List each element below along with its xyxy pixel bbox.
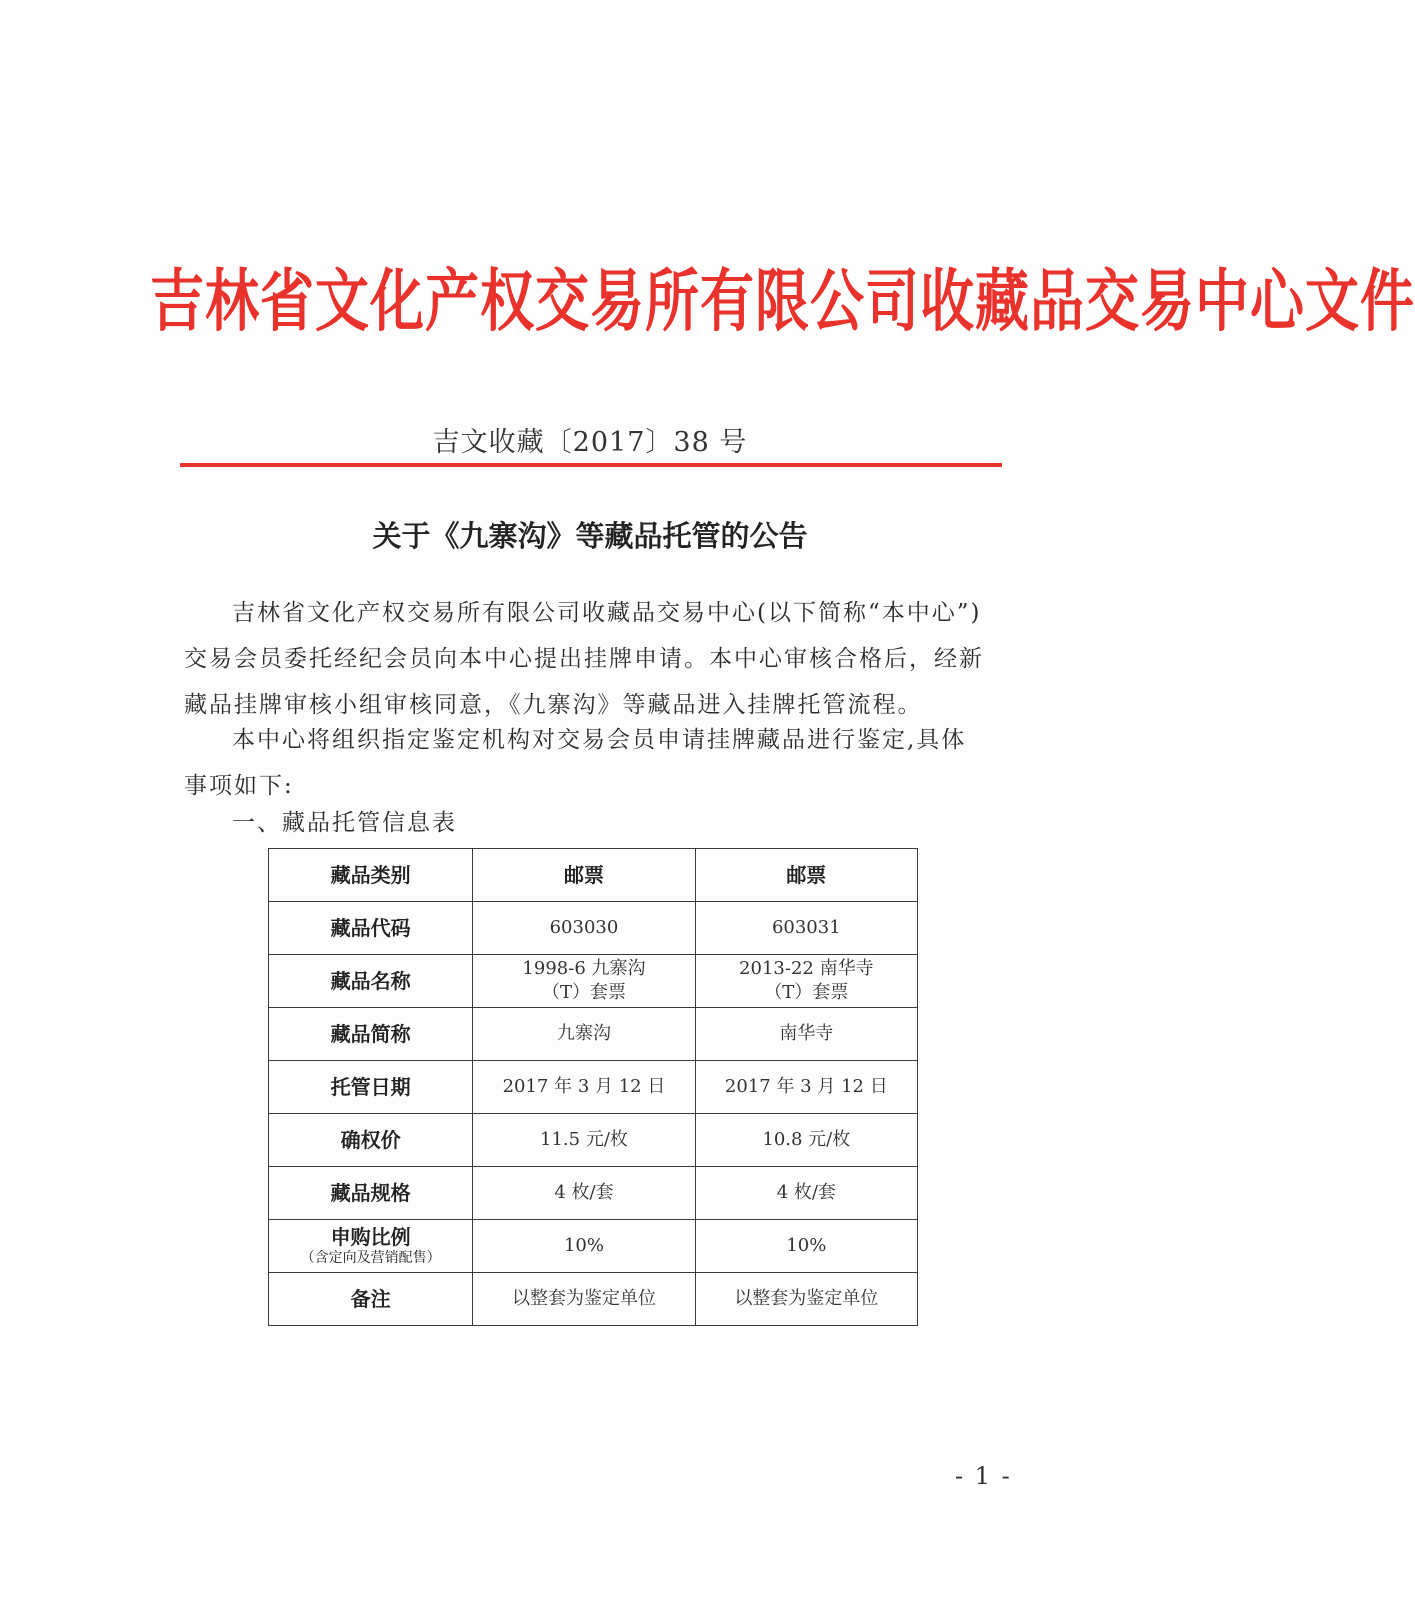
table-cell: 10%	[695, 1220, 917, 1273]
paragraph-line: 藏品挂牌审核小组审核同意，《九寨沟》等藏品进入挂牌托管流程。	[184, 692, 923, 718]
table-cell: 2017 年 3 月 12 日	[473, 1061, 695, 1114]
document-header-title: 吉林省文化产权交易所有限公司收藏品交易中心文件	[150, 261, 1415, 341]
cell-line: 2013-22 南华寺	[739, 958, 874, 979]
table-row	[269, 902, 918, 955]
table-cell: 以整套为鉴定单位	[695, 1273, 917, 1326]
row-label: 藏品代码	[269, 902, 473, 955]
section-heading	[184, 800, 1004, 846]
table-row	[269, 1273, 918, 1326]
body-paragraph-1	[184, 590, 1004, 728]
table-cell: 以整套为鉴定单位	[473, 1273, 695, 1326]
collection-info-table	[268, 848, 918, 1326]
row-label: 藏品类别	[269, 849, 473, 902]
paragraph-line: 事项如下:	[184, 773, 294, 799]
table-cell: 10%	[473, 1220, 695, 1273]
row-label: 备注	[269, 1273, 473, 1326]
document-number: 吉文收藏〔2017〕38 号	[432, 427, 748, 458]
row-label: 确权价	[269, 1114, 473, 1167]
notice-title: 关于《九寨沟》等藏品托管的公告	[372, 519, 808, 553]
table-cell: 11.5 元/枚	[473, 1114, 695, 1167]
body-paragraph-2	[184, 717, 1004, 809]
table-row	[269, 1167, 918, 1220]
section-title: 一、藏品托管信息表	[232, 810, 457, 836]
table-cell: 603030	[473, 902, 695, 955]
table-cell: 10.8 元/枚	[695, 1114, 917, 1167]
cell-line: （T）套票	[764, 982, 849, 1003]
table-row	[269, 1114, 918, 1167]
row-label: 藏品规格	[269, 1167, 473, 1220]
row-label-note: （含定向及营销配售）	[300, 1250, 441, 1266]
table-row	[269, 849, 918, 902]
cell-line: （T）套票	[541, 982, 626, 1003]
table-cell: 邮票	[695, 849, 917, 902]
paragraph-line: 交易会员委托经纪会员向本中心提出挂牌申请。本中心审核合格后，经新	[184, 646, 984, 672]
row-label: 藏品简称	[269, 1008, 473, 1061]
row-label-main: 申购比例	[330, 1225, 411, 1249]
row-label	[269, 1220, 473, 1273]
table-cell	[473, 955, 695, 1008]
table-cell: 九寨沟	[473, 1008, 695, 1061]
table-row	[269, 955, 918, 1008]
table-cell: 2017 年 3 月 12 日	[695, 1061, 917, 1114]
table-cell: 603031	[695, 902, 917, 955]
table-row	[269, 1220, 918, 1273]
table-row	[269, 1008, 918, 1061]
table-cell	[695, 955, 917, 1008]
page-number: - 1 -	[955, 1462, 1012, 1490]
table-cell: 南华寺	[695, 1008, 917, 1061]
table-cell: 邮票	[473, 849, 695, 902]
table-row	[269, 1061, 918, 1114]
table-cell: 4 枚/套	[473, 1167, 695, 1220]
cell-line: 1998-6 九寨沟	[522, 958, 646, 979]
paragraph-line: 吉林省文化产权交易所有限公司收藏品交易中心(以下简称“本中心”)	[232, 600, 982, 626]
row-label: 藏品名称	[269, 955, 473, 1008]
red-divider-line	[180, 463, 1002, 467]
row-label: 托管日期	[269, 1061, 473, 1114]
table-cell: 4 枚/套	[695, 1167, 917, 1220]
paragraph-line: 本中心将组织指定鉴定机构对交易会员申请挂牌藏品进行鉴定,具体	[232, 727, 967, 753]
